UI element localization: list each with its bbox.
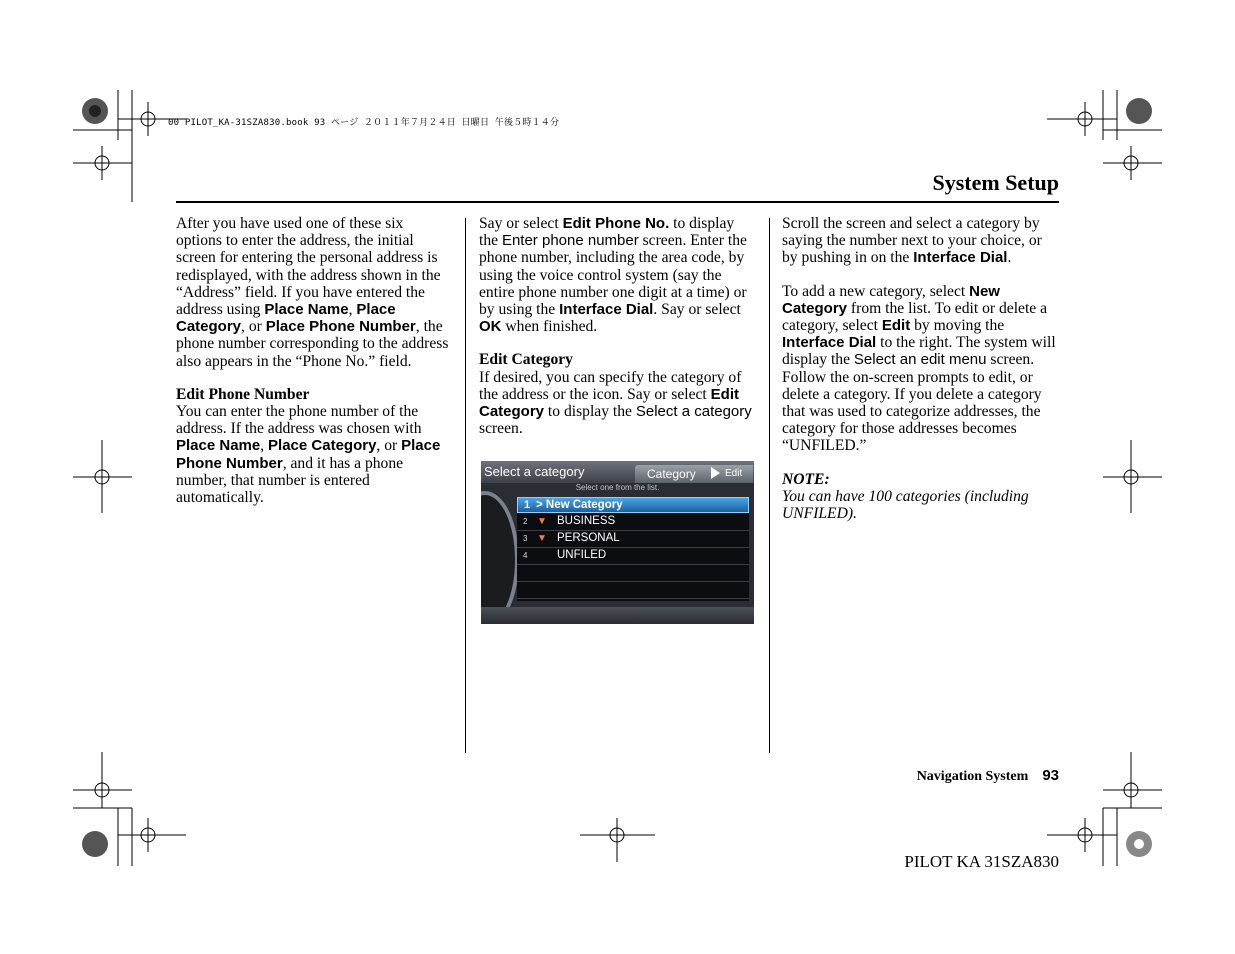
screen-name: Select a category (635, 403, 752, 421)
list-item: 2 ▼ BUSINESS (517, 514, 749, 531)
document-code: PILOT KA 31SZA830 (904, 852, 1059, 871)
list-item-empty (517, 582, 749, 599)
column-3 (782, 215, 1060, 538)
bold-term: Place Name (264, 301, 349, 319)
list-item: 4 UNFILED (517, 548, 749, 565)
text-run: , the phone number corresponding to the address also appears in the “Phone No.” field. (176, 318, 449, 370)
screen-title: Select a category (484, 464, 585, 479)
screen-bottom-bar (481, 607, 754, 624)
screen-name: Enter phone number (501, 232, 639, 250)
category-list (517, 497, 749, 601)
text-run: screen. Enter the phone number, including the area code, by using the voice control system (say the entire phone number one digit at a time) or by using the (479, 232, 747, 319)
col1-paragraph-2 (176, 403, 450, 506)
text-run: , or (376, 437, 402, 455)
edit-phone-number-heading: Edit Phone Number (176, 385, 310, 403)
text-run: , (260, 437, 269, 455)
bold-term: OK (479, 318, 502, 336)
bold-term: Place Phone Number (265, 318, 416, 336)
col3-paragraph-1 (782, 215, 1060, 267)
text-run: , and it has a phone number, that number is entered automatically. (176, 454, 404, 507)
page-number: 93 (1042, 767, 1059, 784)
text-run: to the right. The system will display the (782, 334, 1056, 369)
page-footer (917, 767, 1059, 785)
screen-tab-edit: Edit (725, 468, 743, 479)
bold-term: Edit (881, 317, 911, 335)
text-run: to display the (544, 403, 636, 421)
text-run: . (1007, 249, 1012, 267)
text-run: screen. (479, 420, 523, 438)
text-run: to display the (479, 215, 735, 250)
file-header: 00 PILOT_KA-31SZA830.book 93 ページ ２０１１年７月２４日 日曜日 午後５時１４分 (168, 118, 560, 128)
edit-category-heading: Edit Category (479, 351, 573, 369)
text-run: You can enter the phone number of the address. If the address was chosen with (176, 403, 422, 438)
text-run: when finished. (501, 318, 598, 336)
header-rule (176, 201, 1059, 203)
select-category-screen (481, 461, 754, 624)
bold-term: Interface Dial (782, 334, 877, 352)
pin-icon: ▼ (537, 516, 547, 527)
text-run: from the list. To edit or delete a category, select (782, 299, 1048, 335)
play-arrow-icon (711, 467, 720, 479)
text-run: . Say or select (653, 301, 741, 319)
text-run: Say or select (479, 215, 563, 232)
text-run: , (348, 301, 357, 319)
text-run: After you have used one of these six options to enter the address, the initial screen for entering the personal address is redisplayed, with the address shown in the “Address” field. If you have entered the address using (176, 215, 441, 319)
pin-icon: ▼ (537, 533, 547, 544)
bold-term: New Category (782, 282, 1000, 317)
list-item: 3 ▼ PERSONAL (517, 531, 749, 548)
screen-tab-category: Category (647, 467, 696, 481)
column-divider-2 (769, 218, 770, 753)
bold-term: Place Category (268, 437, 377, 455)
screen-subtitle: Select one from the list. (575, 483, 660, 492)
section-title: System Setup (932, 170, 1059, 195)
list-item-empty (517, 565, 749, 582)
col2-paragraph-1 (479, 215, 755, 335)
text-run: screen. Follow the on-screen prompts to edit, or delete a category. If you delete a category that was used to categorize addresses, the category for those addresses becomes “UNFILED.” (782, 351, 1042, 455)
col2-paragraph-2 (479, 369, 755, 438)
list-item: 1 > New Category (517, 497, 749, 513)
bold-term: Edit Category (479, 385, 740, 421)
dial-arc (481, 491, 519, 624)
column-divider-1 (465, 218, 466, 753)
text-run: Scroll the screen and select a category by saying the number next to your choice, or by pushing in on the (782, 215, 1042, 267)
bold-term: Interface Dial (913, 249, 1008, 267)
bold-term: Place Name (176, 437, 261, 455)
note-label: NOTE: (782, 470, 830, 488)
note-text: You can have 100 categories (including UNFILED). (782, 487, 1029, 523)
col3-paragraph-2 (782, 283, 1060, 455)
column-1 (176, 215, 450, 522)
text-run: To add a new category, select (782, 282, 970, 300)
bold-term: Interface Dial (559, 301, 654, 319)
screen-name: Select an edit menu (853, 351, 987, 369)
text-run: by moving the (910, 317, 1005, 335)
column-2 (479, 215, 755, 453)
col1-paragraph-1 (176, 215, 450, 370)
footer-label: Navigation System (916, 769, 1029, 784)
bold-term: Place Category (176, 301, 396, 336)
bold-term: Edit Phone No. (562, 215, 670, 232)
text-run: , or (241, 318, 266, 336)
bold-term: Place Phone Number (176, 437, 441, 472)
text-run: If desired, you can specify the category of the address or the icon. Say or select (479, 368, 742, 403)
